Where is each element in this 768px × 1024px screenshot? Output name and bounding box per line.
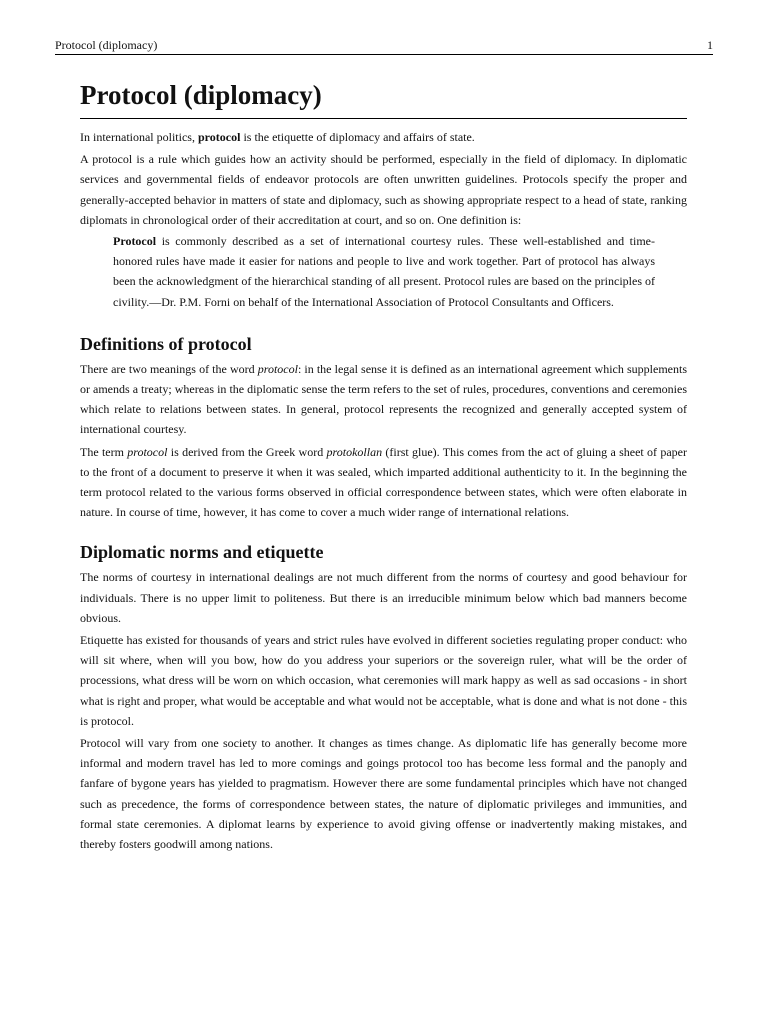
quote-term: Protocol [113,234,157,249]
intro-paragraph: In international politics, protocol is the etiquette of diplomacy and affairs of state. [80,130,475,144]
norms-paragraph-2: Etiquette has existed for thousands of years and strict rules have evolved in different societies regulating proper conduct: who will sit where, when will you bow, how do you address your superiors or the sovereign ruler, what will be the order of processions, what dress will be worn on which occasion, what ceremonies will mark happy as well as sad occasions - in short what is right and proper, what would be acceptable and what would not be acceptable, what is done and what is not done - this is protocol. [80,633,687,728]
block-quote: Protocol is commonly described as a set of international courtesy rules. These well-established and time-honored rules have made it easier for nations and people to live and work together. Part of protocol has always been the acknowledgment of the hierarchical standing of all present. Protocol rules are based on the principles of civility.—Dr. P.M. Forni on behalf of the International Association of Protocol Consultants and Officers. [113,234,655,309]
page-number: 1 [707,38,713,52]
definition-paragraph: A protocol is a rule which guides how an activity should be performed, especially in the field of diplomacy. In diplomatic services and governmental fields of endeavor protocols are often unwritten guidelines. Protocols specify the proper and generally-accepted behavior in matters of state and diplomacy, such as showing appropriate respect to a head of state, ranking diplomats in chronological order of their accreditation at court, and so on. One definition is: [80,152,687,227]
running-header [55,38,713,55]
page-title: Protocol (diplomacy) [80,78,687,119]
article-body [80,78,687,854]
definitions-paragraph-2: The term protocol is derived from the Greek word protokollan (first glue). This comes from the act of gluing a sheet of paper to the front of a document to preserve it when it was sealed, which imparted additional authenticity to it. In the beginning the term protocol related to the various forms observed in official correspondence between states, which were often elaborate in nature. In course of time, however, it has come to cover a much wider range of international relations. [80,444,687,520]
section-heading-definitions: Definitions of protocol [80,333,252,354]
section-heading-norms: Diplomatic norms and etiquette [80,542,324,563]
definitions-paragraph-1: There are two meanings of the word protocol: in the legal sense it is defined as an international agreement which supplements or amends a treaty; whereas in the diplomatic sense the term refers to the set of rules, procedures, conventions and ceremonies which relate to relations between states. In general, protocol represents the recognized and generally accepted system of international courtesy. [80,361,687,437]
running-title: Protocol (diplomacy) [55,38,158,52]
norms-paragraph-3: Protocol will vary from one society to another. It changes as times change. As diplomatic life has generally become more informal and modern travel has led to more comings and goings protocol too has become less formal and the panoply and fanfare of bygone years has yielded to pragmatism. However there are some fundamental principles which have not changed such as precedence, the forms of correspondence between states, the nature of diplomatic privileges and immunities, and formal state ceremonies. A diplomat learns by experience to avoid giving offense or inadvertently making mistakes, and thereby fosters goodwill among nations. [80,736,687,852]
protocol-term: protocol [197,130,241,144]
norms-paragraph-1: The norms of courtesy in international dealings are not much different from the norms of courtesy and good behaviour for individuals. There is no upper limit to politeness. But there is an irreducible minimum below which bad manners become obvious. [80,570,687,625]
